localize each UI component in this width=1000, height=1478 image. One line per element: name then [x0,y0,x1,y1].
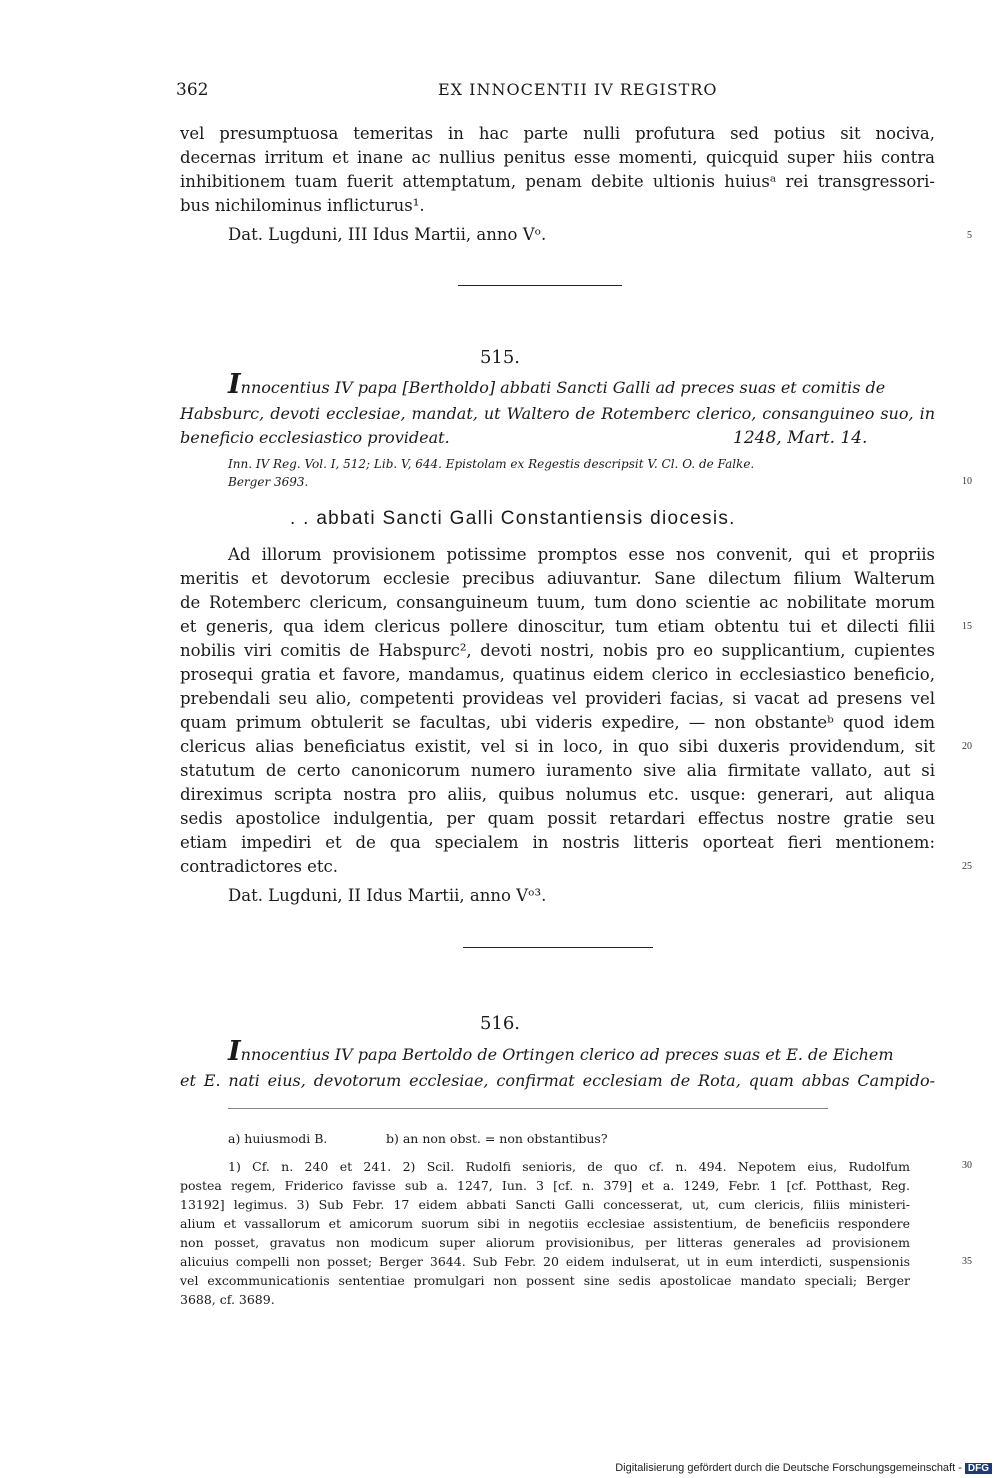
line-number: 20 [962,741,972,752]
initial-letter: I [228,1036,241,1067]
text-line: bus nichilominus inflicturus¹. [180,196,425,215]
document-number: 515. [479,347,521,368]
date-line: Dat. Lugduni, III Idus Martii, anno Vᵒ. [228,225,547,244]
text-line: clericus alias beneficiatus existit, vel si in loco, in quo sibi duxeris providendum, sit [180,737,935,756]
footnote-rule [228,1108,828,1109]
text-line: direximus scripta nostra pro aliis, quibus nolumus etc. usque: generari, aut aliqua [180,785,935,804]
dfg-logo: DFG [965,1463,992,1474]
text-line: prosequi gratia et favore, mandamus, quatinus eidem clerico in ecclesiastico beneficio, [180,665,935,684]
separator-rule [463,947,653,948]
separator-rule [458,285,622,286]
source-note: Berger 3693. [228,475,309,489]
regest-line: Habsburc, devoti ecclesiae, mandat, ut Waltero de Rotemberc clerico, consanguineo suo, in [180,404,935,423]
footnote-line: non posset, gravatus non modicum super aliorum provisionibus, per litteras generales ad provisionem [180,1235,910,1250]
document-number: 516. [479,1013,521,1034]
footnote-line: alicuius compelli non posset; Berger 3644. Sub Febr. 20 eidem indulserat, ut in eum interdicti, suspensionis [180,1254,910,1269]
text-line: nobilis viri comitis de Habspurc², devoti nostri, nobis pro eo supplicantium, cupientes [180,641,935,660]
text-line: contradictores etc. [180,857,339,876]
page-number: 362 [176,80,209,100]
credit-text: Digitalisierung gefördert durch die Deutsche Forschungsgemeinschaft - [615,1462,962,1474]
initial-letter: I [228,369,241,400]
regest-line: et E. nati eius, devotorum ecclesiae, confirmat ecclesiam de Rota, quam abbas Campido- [180,1071,935,1090]
source-note: Inn. IV Reg. Vol. I, 512; Lib. V, 644. Epistolam ex Regestis descripsit V. Cl. O. de Falke. [228,457,755,471]
running-title: EX INNOCENTII IV REGISTRO [438,80,718,99]
footnote-line: 13192] legimus. 3) Sub Febr. 17 eidem abbati Sancti Galli concesserat, ut, cum clericis, filiis ministeri- [180,1197,910,1212]
regest-line [228,1036,935,1067]
line-number: 10 [962,476,972,487]
footnote-line: 3688, cf. 3689. [180,1292,275,1307]
regest-line: beneficio ecclesiastico provideat. [180,428,450,447]
text-line: quam primum obtulerit se facultas, ubi videris expedire, — non obstanteᵇ quod idem [180,713,935,732]
regest-text: nnocentius IV papa [Bertholdo] abbati Sancti Galli ad preces suas et comitis de [240,378,886,397]
textual-note: a) huiusmodi B. [228,1131,328,1146]
footnote-line: vel excommunicationis sententiae promulgari non possent sine sedis apostolicae mandato speciali; Berger [180,1273,910,1288]
textual-note: b) an non obst. = non obstantibus? [386,1131,608,1146]
text-line: inhibitionem tuam fuerit attemptatum, penam debite ultionis huiusᵃ rei transgressori- [180,172,935,191]
line-number: 25 [962,861,972,872]
text-line: sedis apostolice indulgentia, per quam possit retardari effectus nostre gratie seu [180,809,935,828]
line-number: 30 [962,1160,972,1171]
text-line: statutum de certo canonicorum numero iuramento sive alia firmitate vallato, aut si [180,761,935,780]
text-line: et generis, qua idem clericus pollere dinoscitur, tum etiam obtentu tui et dilecti filii [180,617,935,636]
footnote-line: postea regem, Friderico favisse sub a. 1247, Iun. 3 [cf. n. 379] et a. 1249, Febr. 1 [cf. Potthast, Reg. [180,1178,910,1193]
footnote-line: 1) Cf. n. 240 et 241. 2) Scil. Rudolfi senioris, de quo cf. n. 494. Nepotem eius, Rudolfum [228,1159,910,1174]
line-number: 35 [962,1256,972,1267]
regest-date: 1248, Mart. 14. [733,428,868,448]
text-line: meritis et devotorum ecclesie precibus adiuvantur. Sane dilectum filium Walterum [180,569,935,588]
digitization-credit [615,1462,992,1474]
text-line: decernas irritum et inane ac nullius penitus esse momenti, quicquid super hiis contra [180,148,935,167]
text-line: Ad illorum provisionem potissime promptos esse nos convenit, qui et propriis [228,545,935,564]
regest-line [228,369,935,400]
text-line: vel presumptuosa temeritas in hac parte nulli profutura sed potius sit nociva, [180,124,935,143]
regest-text: nnocentius IV papa Bertoldo de Ortingen clerico ad preces suas et E. de Eichem [240,1045,894,1064]
line-number: 5 [967,230,972,241]
address-line: . . abbati Sancti Galli Constantiensis diocesis. [290,508,736,529]
text-line: de Rotemberc clericum, consanguineum tuum, tum dono scientie ac nobilitate morum [180,593,935,612]
line-number: 15 [962,621,972,632]
text-line: prebendali seu alio, competenti provideas vel provideri facias, si vacat ad presens vel [180,689,935,708]
text-line: etiam impediri et de qua specialem in nostris litteris oporteat fieri mentionem: [180,833,935,852]
footnote-line: alium et vassallorum et amicorum suorum sibi in negotiis ecclesiae assistentium, de beneficiis respondere [180,1216,910,1231]
date-line: Dat. Lugduni, II Idus Martii, anno Vᵒ³. [228,886,547,905]
